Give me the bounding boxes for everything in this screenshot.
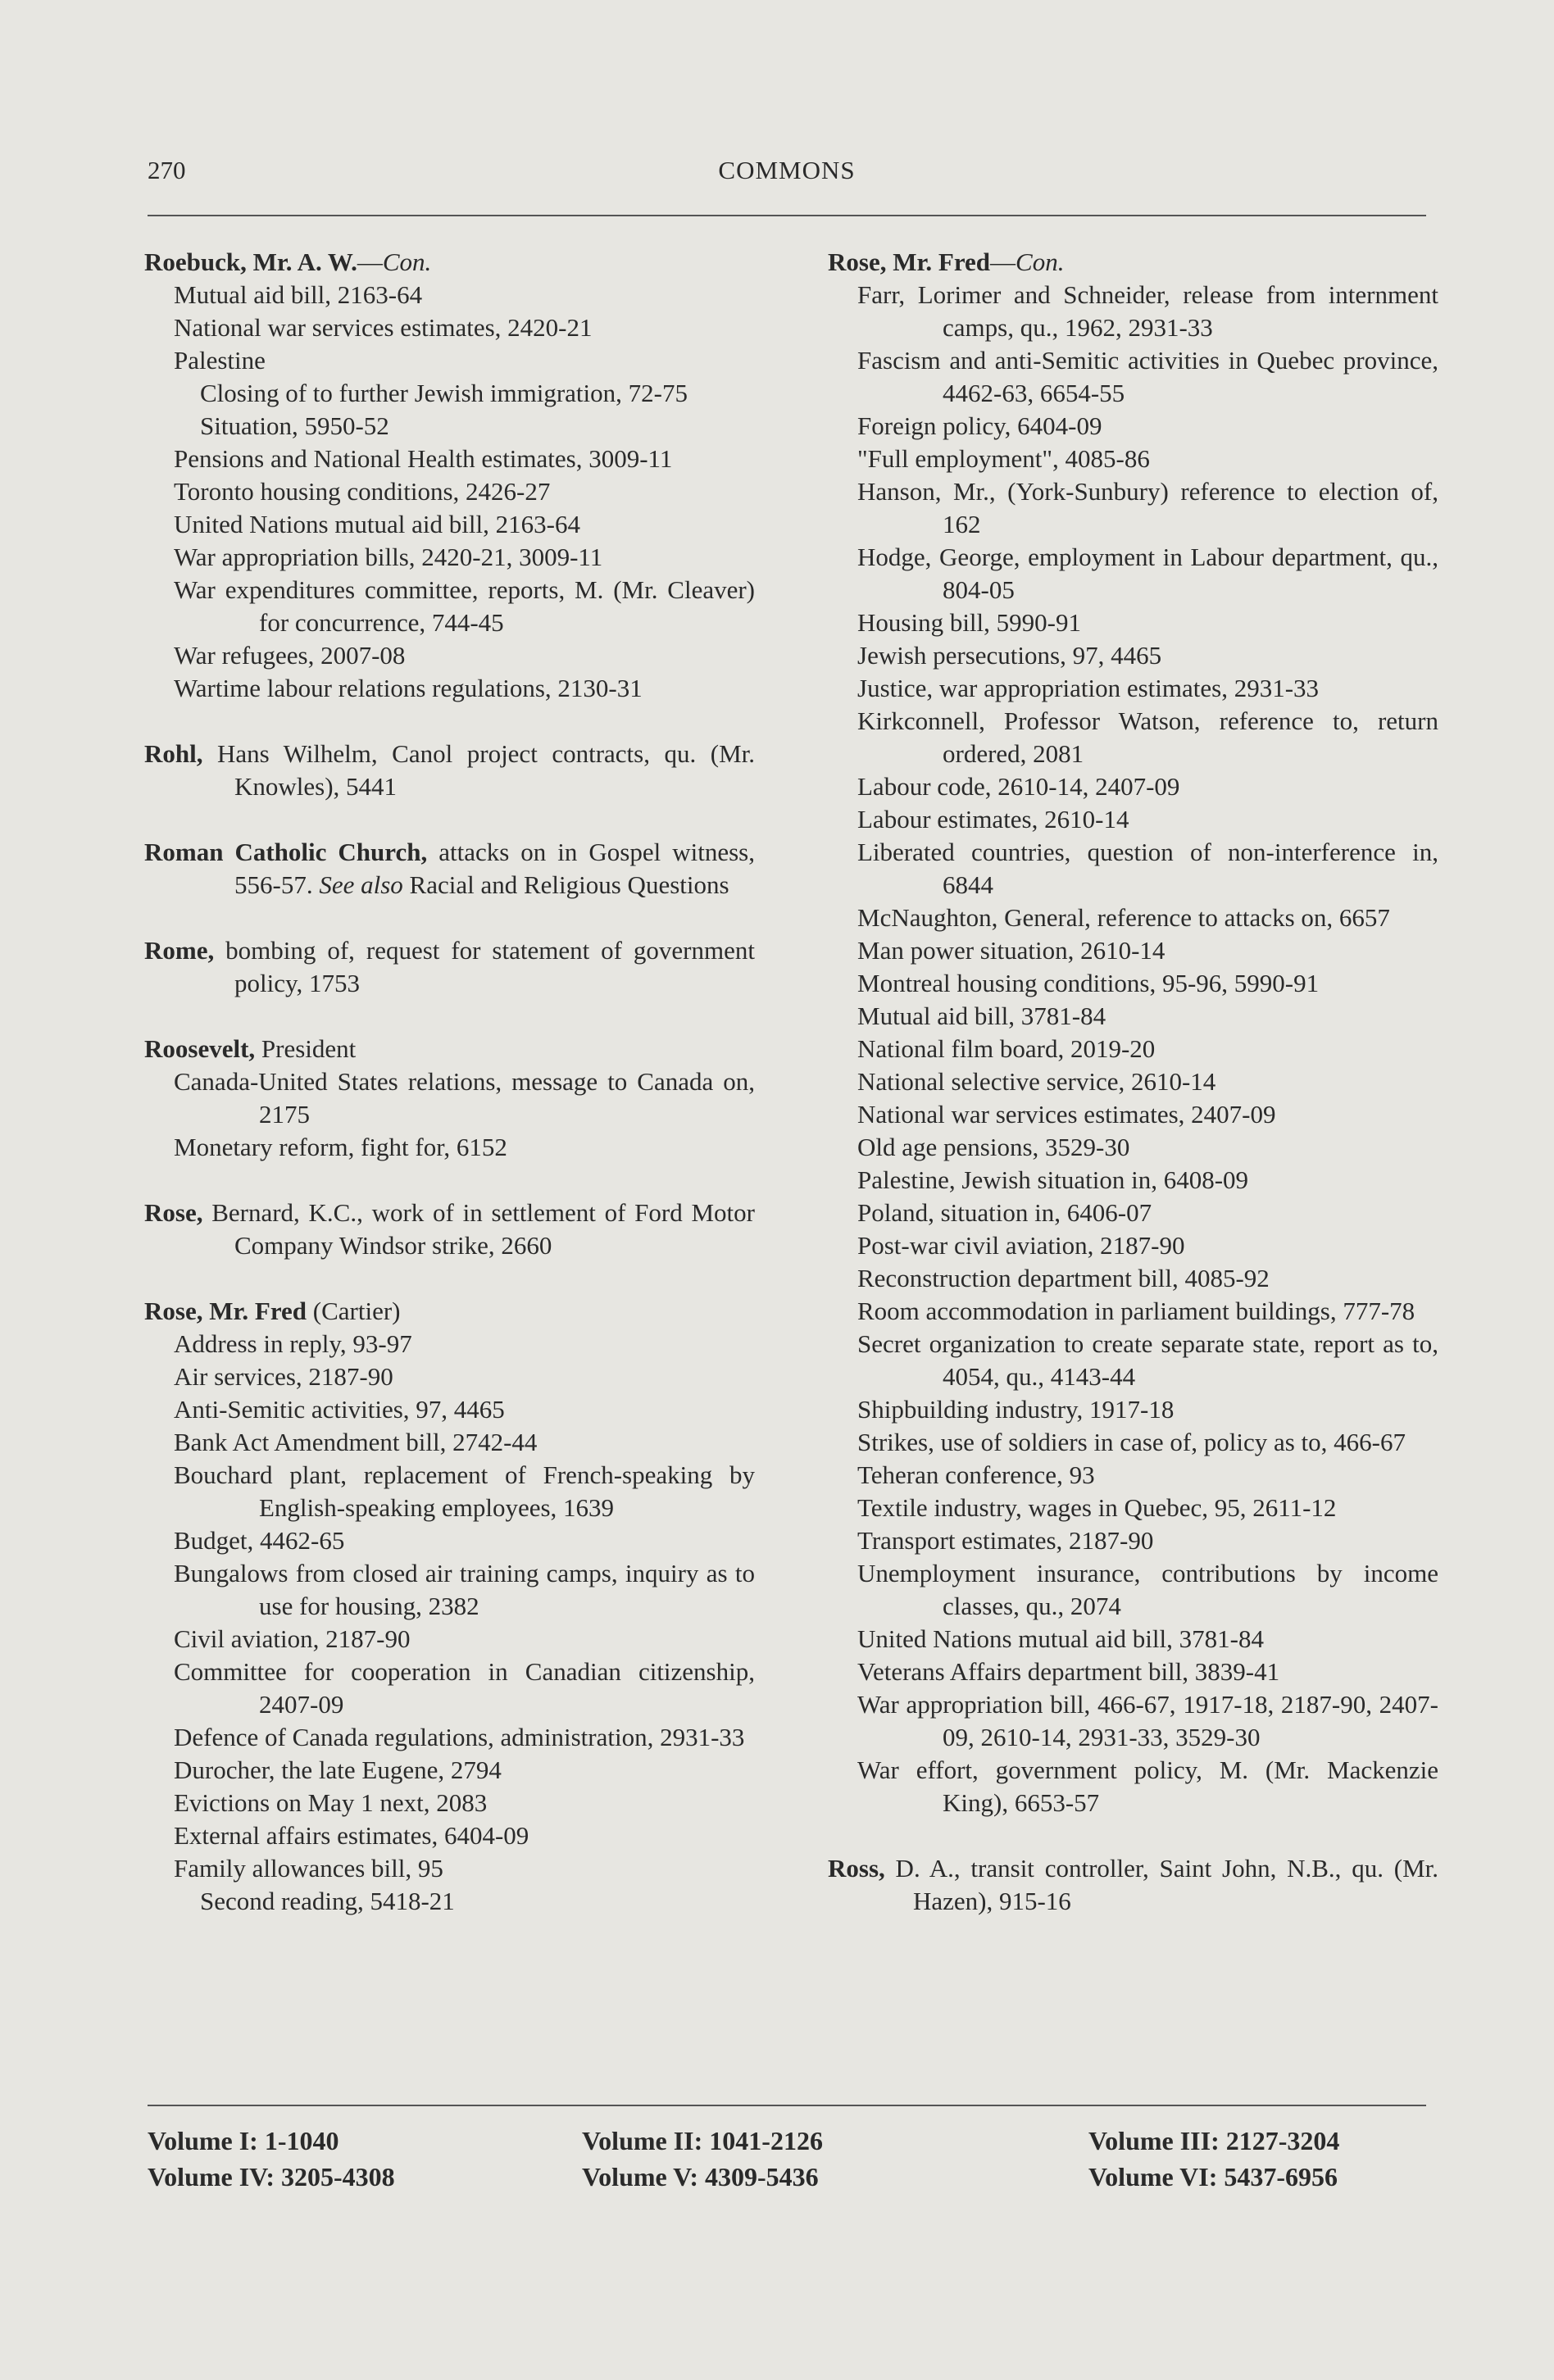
index-entry	[144, 738, 755, 803]
volume-label: Volume II: 1041-2126	[582, 2126, 823, 2155]
subentry: Evictions on May 1 next, 2083	[174, 1788, 488, 1817]
subentry: Teheran conference, 93	[857, 1460, 1095, 1489]
subentry: National selective service, 2610-14	[857, 1067, 1216, 1096]
subentry: United Nations mutual aid bill, 2163-64	[174, 510, 580, 538]
right-column	[828, 246, 1438, 1951]
entry-heading: Rose,	[144, 1198, 203, 1227]
left-column	[144, 246, 755, 1951]
header-rule	[148, 215, 1426, 216]
entry-heading-rest: President	[255, 1034, 357, 1063]
subentry: Room accommodation in parliament buildings, 777-78	[857, 1297, 1415, 1325]
entry-heading-rest: —Con.	[357, 248, 432, 276]
entry-heading-rest: —Con.	[990, 248, 1065, 276]
subentry: War effort, government policy, M. (Mr. Mackenzie King), 6653-57	[857, 1755, 1438, 1817]
subentry: Fascism and anti-Semitic activities in Quebec province, 4462-63, 6654-55	[857, 346, 1438, 407]
subentry: Mutual aid bill, 2163-64	[174, 280, 423, 309]
entry-heading: Roebuck, Mr. A. W.	[144, 248, 357, 276]
entry-heading: Rome,	[144, 936, 215, 965]
volume-group-1	[148, 2123, 395, 2195]
entry-heading-line	[828, 1852, 1438, 1918]
subentry: Mutual aid bill, 3781-84	[857, 1002, 1106, 1030]
subentry: Old age pensions, 3529-30	[857, 1133, 1130, 1161]
subentry: Wartime labour relations regulations, 2130-31	[174, 674, 643, 702]
subentry: Strikes, use of soldiers in case of, policy as to, 466-67	[857, 1428, 1406, 1456]
subentry: External affairs estimates, 6404-09	[174, 1821, 529, 1850]
volume-group-3	[1088, 2123, 1339, 2195]
index-entry	[828, 246, 1438, 1819]
subentry: Monetary reform, fight for, 6152	[174, 1133, 507, 1161]
entry-heading-line	[144, 246, 755, 279]
subentry: Labour code, 2610-14, 2407-09	[857, 772, 1180, 801]
subentry: Shipbuilding industry, 1917-18	[857, 1395, 1175, 1424]
footer-rule	[148, 2105, 1426, 2106]
subentry: National war services estimates, 2407-09	[857, 1100, 1276, 1129]
entry-heading: Rose, Mr. Fred	[144, 1297, 307, 1325]
subentry: Labour estimates, 2610-14	[857, 805, 1129, 833]
subentry: Poland, situation in, 6406-07	[857, 1198, 1152, 1227]
entry-heading-line	[144, 934, 755, 1000]
subentry: Foreign policy, 6404-09	[857, 411, 1102, 440]
subentry: Palestine	[174, 346, 266, 375]
entry-heading-line	[144, 1295, 755, 1328]
entry-heading-line	[144, 1033, 755, 1065]
subentry: Kirkconnell, Professor Watson, reference to, return ordered, 2081	[857, 706, 1438, 768]
page-number: 270	[148, 156, 186, 184]
subentry: Palestine, Jewish situation in, 6408-09	[857, 1165, 1249, 1194]
subentry: Transport estimates, 2187-90	[857, 1526, 1154, 1555]
entry-heading-rest: Hans Wilhelm, Canol project contracts, qu. (Mr. Knowles), 5441	[202, 739, 755, 801]
subentry: Reconstruction department bill, 4085-92	[857, 1264, 1270, 1292]
subentry: Civil aviation, 2187-90	[174, 1624, 411, 1653]
entry-heading: Roman Catholic Church,	[144, 838, 428, 866]
subentry: Bank Act Amendment bill, 2742-44	[174, 1428, 538, 1456]
subentry: War appropriation bill, 466-67, 1917-18, 2187-90, 2407-09, 2610-14, 2931-33, 3529-30	[857, 1690, 1438, 1751]
subentry: Committee for cooperation in Canadian citizenship, 2407-09	[174, 1657, 755, 1719]
subentry: Bungalows from closed air training camps, inquiry as to use for housing, 2382	[174, 1559, 755, 1620]
subentry: Veterans Affairs department bill, 3839-41	[857, 1657, 1280, 1686]
subentry: Justice, war appropriation estimates, 2931-33	[857, 674, 1320, 702]
subentry: Defence of Canada regulations, administration, 2931-33	[174, 1723, 745, 1751]
entry-heading-line	[144, 738, 755, 803]
subentry: Bouchard plant, replacement of French-speaking by English-speaking employees, 1639	[174, 1460, 755, 1522]
subentry: Jewish persecutions, 97, 4465	[857, 641, 1162, 670]
index-entry	[144, 246, 755, 705]
index-entry	[144, 934, 755, 1000]
entry-heading: Rohl,	[144, 739, 203, 768]
index-entry	[144, 836, 755, 902]
subentry: Farr, Lorimer and Schneider, release from internment camps, qu., 1962, 2931-33	[857, 280, 1438, 342]
index-entry	[828, 1852, 1438, 1918]
subentry: Textile industry, wages in Quebec, 95, 2611-12	[857, 1493, 1337, 1522]
entry-heading: Roosevelt,	[144, 1034, 256, 1063]
subentry: "Full employment", 4085-86	[857, 444, 1150, 473]
subentry: United Nations mutual aid bill, 3781-84	[857, 1624, 1264, 1653]
subentry: War refugees, 2007-08	[174, 641, 406, 670]
subentry: Unemployment insurance, contributions by income classes, qu., 2074	[857, 1559, 1438, 1620]
running-title: COMMONS	[718, 156, 856, 184]
volume-legend	[148, 2123, 1426, 2221]
entry-heading-rest: bombing of, request for statement of government policy, 1753	[214, 936, 755, 997]
entry-heading-line	[144, 1197, 755, 1262]
subentry: Hodge, George, employment in Labour department, qu., 804-05	[857, 543, 1438, 604]
entry-heading: Rose, Mr. Fred	[828, 248, 991, 276]
subentry-level-2: Situation, 5950-52	[200, 411, 389, 440]
volume-label: Volume IV: 3205-4308	[148, 2162, 395, 2192]
subentry: Budget, 4462-65	[174, 1526, 345, 1555]
index-entry	[144, 1295, 755, 1918]
subentry-level-2: Closing of to further Jewish immigration, 72-75	[200, 379, 688, 407]
subentry: National film board, 2019-20	[857, 1034, 1156, 1063]
subentry: War appropriation bills, 2420-21, 3009-11	[174, 543, 603, 571]
page-header	[148, 156, 1426, 197]
subentry: McNaughton, General, reference to attacks on, 6657	[857, 903, 1390, 932]
entry-heading-rest: Bernard, K.C., work of in settlement of Ford Motor Company Windsor strike, 2660	[202, 1198, 755, 1260]
subentry: Secret organization to create separate state, report as to, 4054, qu., 4143-44	[857, 1329, 1438, 1391]
index-entry	[144, 1033, 755, 1164]
subentry: Family allowances bill, 95	[174, 1854, 443, 1883]
subentry: Liberated countries, question of non-interference in, 6844	[857, 838, 1438, 899]
subentry: Hanson, Mr., (York-Sunbury) reference to election of, 162	[857, 477, 1438, 538]
subentry: Pensions and National Health estimates, 3009-11	[174, 444, 673, 473]
entry-heading-line	[144, 836, 755, 902]
subentry: Canada-United States relations, message to Canada on, 2175	[174, 1067, 755, 1129]
subentry: Housing bill, 5990-91	[857, 608, 1081, 637]
subentry: Anti-Semitic activities, 97, 4465	[174, 1395, 505, 1424]
subentry: Post-war civil aviation, 2187-90	[857, 1231, 1185, 1260]
subentry-level-2: Second reading, 5418-21	[200, 1887, 455, 1915]
subentry: Man power situation, 2610-14	[857, 936, 1166, 965]
subentry: Montreal housing conditions, 95-96, 5990-91	[857, 969, 1320, 997]
subentry: War expenditures committee, reports, M. (Mr. Cleaver) for concurrence, 744-45	[174, 575, 755, 637]
volume-group-2	[582, 2123, 823, 2195]
entry-heading-line	[828, 246, 1438, 279]
volume-label: Volume I: 1-1040	[148, 2126, 339, 2155]
entry-heading: Ross,	[828, 1854, 885, 1883]
volume-label: Volume VI: 5437-6956	[1088, 2162, 1338, 2192]
entry-heading-rest: (Cartier)	[307, 1297, 401, 1325]
subentry: Address in reply, 93-97	[174, 1329, 412, 1358]
entry-heading-rest: attacks on in Gospel witness, 556-57. See also Racial and Religious Questions	[234, 838, 755, 899]
index-entry	[144, 1197, 755, 1262]
subentry: National war services estimates, 2420-21	[174, 313, 593, 342]
volume-label: Volume III: 2127-3204	[1088, 2126, 1340, 2155]
subentry: Air services, 2187-90	[174, 1362, 393, 1391]
subentry: Durocher, the late Eugene, 2794	[174, 1755, 502, 1784]
volume-label: Volume V: 4309-5436	[582, 2162, 819, 2192]
subentry: Toronto housing conditions, 2426-27	[174, 477, 551, 506]
entry-heading-rest: D. A., transit controller, Saint John, N.B., qu. (Mr. Hazen), 915-16	[884, 1854, 1438, 1915]
